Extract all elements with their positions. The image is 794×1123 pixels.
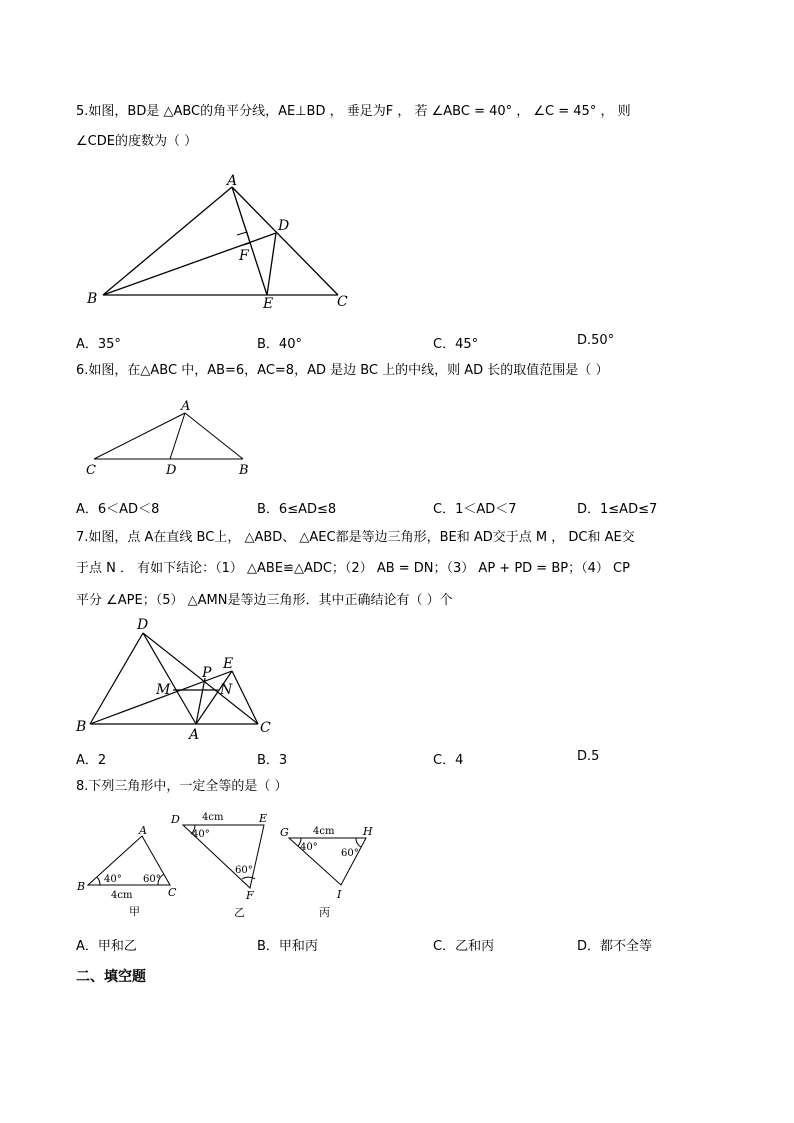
bing-angle-40: 40° [300,842,318,853]
q7-label-p: P [202,665,212,681]
q5-label-d: D [278,218,290,234]
q7-option-b: B．3 [257,753,288,768]
section-heading-fill-in: 二、填空题 [76,969,146,985]
q8-option-d: D．都不全等 [577,939,653,954]
jia-label-a: A [139,824,147,837]
yi-angle-60: 60° [235,865,253,876]
q7-option-c: C．4 [433,753,464,768]
q5-label-f: F [239,248,249,264]
jia-label-c: C [168,886,177,899]
q7-label-m: M [156,682,171,698]
q7-line1: 7.如图，点 A在直线 BC上， △ABD、 △AEC都是等边三角形，BE和 AD交于点 M ， DC和 AE交 [76,530,635,545]
q6-label-b: B [239,463,249,478]
q5-line2: ∠CDE的度数为（ ） [76,134,198,149]
q5-label-b: B [87,291,98,307]
bing-angle-60: 60° [341,848,359,859]
yi-angle-40: 40° [192,829,210,840]
yi-label-d: D [171,813,180,826]
q8-figure [72,806,392,924]
q7-label-e: E [223,656,234,672]
q6-text: 6.如图，在△ABC 中，AB=6，AC=8，AD 是边 BC 上的中线，则 AD 长的取值范围是（ ） [76,363,609,378]
q7-figure [72,612,282,742]
yi-caption: 乙 [234,906,245,919]
q8-option-b: B．甲和丙 [257,939,318,954]
bing-label-i: I [337,888,342,901]
jia-angle-60: 60° [143,874,161,885]
q6-option-b: B．6≤AD≤8 [257,502,337,517]
q7-label-d: D [137,617,149,633]
q7-label-n: N [220,682,233,698]
jia-side: 4cm [111,890,133,901]
q5-option-d: D.50° [577,333,615,348]
q8-text: 8.下列三角形中，一定全等的是（ ） [76,779,288,794]
q5-line1: 5.如图，BD是 △ABC的角平分线，AE⊥BD ， 垂足为F ， 若 ∠ABC = 40° ， ∠C = 45° ， 则 [76,104,631,119]
bing-side: 4cm [313,826,335,837]
q7-label-c: C [260,720,271,736]
q6-label-a: A [181,399,191,414]
q5-label-c: C [337,294,348,310]
q5-option-c: C．45° [433,337,479,352]
q7-label-a: A [189,727,200,742]
q7-line3: 平分 ∠APE；（5） △AMN是等边三角形．其中正确结论有（ ）个 [76,593,453,608]
q6-option-a: A．6＜AD＜8 [76,502,160,517]
q6-label-d: D [166,463,177,478]
q5-option-b: B．40° [257,337,302,352]
q6-label-c: C [86,463,96,478]
q8-option-c: C．乙和丙 [433,939,495,954]
q5-option-a: A．35° [76,337,121,352]
q8-option-a: A．甲和乙 [76,939,137,954]
bing-caption: 丙 [319,906,330,919]
q5-figure [80,168,370,316]
jia-angle-40: 40° [104,874,122,885]
jia-caption: 甲 [129,905,140,918]
bing-label-g: G [280,826,289,839]
jia-label-b: B [77,880,86,893]
q7-option-a: A．2 [76,753,107,768]
q6-option-c: C．1＜AD＜7 [433,502,517,517]
yi-side: 4cm [202,812,224,823]
yi-label-e: E [259,812,268,825]
q6-figure [80,397,260,479]
yi-label-f: F [246,889,254,902]
q6-option-d: D．1≤AD≤7 [577,502,658,517]
q7-label-b: B [76,719,87,735]
bing-label-h: H [363,825,373,838]
q5-label-e: E [263,296,274,312]
q7-line2: 于点 N ． 有如下结论：（1） △ABE≌△ADC；（2） AB = DN；（3） AP + PD = BP；（4） CP [76,561,630,576]
q7-option-d: D.5 [577,749,600,764]
q5-label-a: A [227,173,238,189]
